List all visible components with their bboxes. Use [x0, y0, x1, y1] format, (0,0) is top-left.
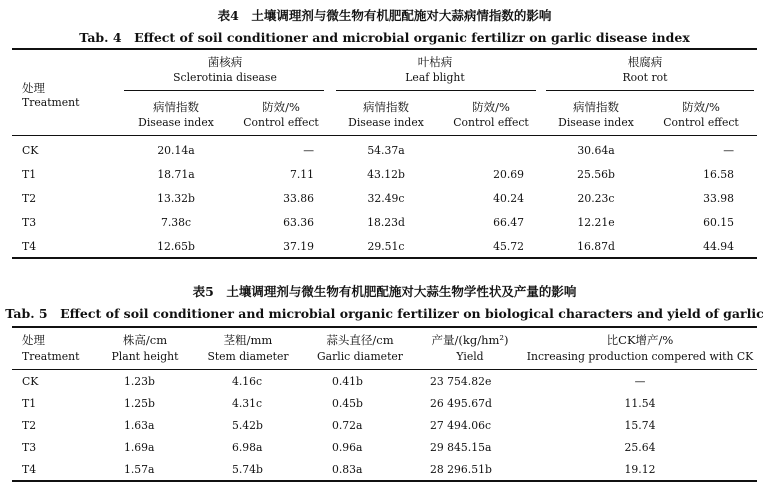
sub-header-index-en: Disease index — [138, 116, 214, 129]
table4-header-rule — [12, 135, 757, 136]
table4-row-treatment: T4 — [22, 240, 37, 253]
table4-cell: 7.11 — [289, 168, 314, 181]
table5-cell: 11.54 — [624, 397, 656, 410]
table4-cell: 63.36 — [283, 216, 314, 229]
group-header-cn: 菌核病 — [207, 55, 243, 69]
table5-header-en: Increasing production compered with CK — [526, 350, 754, 363]
table5-header-en: Plant height — [111, 350, 179, 363]
table4-row-treatment: T3 — [22, 216, 37, 229]
table5-row-treatment: T3 — [22, 441, 37, 454]
table5-header-cn: 产量/(kg/hm²) — [431, 333, 509, 347]
table4-cell: 20.23c — [577, 192, 615, 205]
table5-row-treatment: T1 — [22, 397, 37, 410]
table4-cell: 45.72 — [493, 240, 524, 253]
sub-header-index-cn: 病情指数 — [573, 100, 619, 114]
table5-cell: 28 296.51b — [430, 463, 492, 476]
sub-header-index-en: Disease index — [348, 116, 424, 129]
table4-cell: 25.56b — [577, 168, 615, 181]
table5-title-cn: 表5 土壤调理剂与微生物有机肥配施对大蒜生物学性状及产量的影响 — [192, 284, 577, 299]
table4-top-rule — [12, 48, 757, 50]
table4-row-treatment: T1 — [22, 168, 37, 181]
table5-header-cn: 蒜头直径/cm — [326, 333, 394, 347]
table4-cell: — — [303, 144, 314, 157]
group-underline — [546, 90, 754, 91]
table4-title-cn: 表4 土壤调理剂与微生物有机肥配施对大蒜病情指数的影响 — [217, 8, 552, 23]
table5-cell: 0.41b — [332, 375, 363, 388]
table4-cell: 16.58 — [703, 168, 734, 181]
table4-cell: 54.37a — [367, 144, 405, 157]
table5-header-en: Garlic diameter — [317, 350, 403, 363]
table5-header-cn: 处理 — [22, 333, 45, 347]
sub-header-effect-en: Control effect — [243, 116, 319, 129]
table5-cell: 4.31c — [232, 397, 263, 410]
table5-cell: 1.25b — [124, 397, 155, 410]
sub-header-effect-cn: 防效/% — [472, 100, 510, 114]
table4-row-treatment: T2 — [22, 192, 37, 205]
table5-cell: 0.45b — [332, 397, 363, 410]
table5-cell: 25.64 — [624, 441, 656, 454]
group-header-cn: 根腐病 — [627, 55, 663, 69]
table5-cell: 1.63a — [124, 419, 155, 432]
table5-cell: 27 494.06c — [430, 419, 491, 432]
table5-cell: 5.42b — [232, 419, 263, 432]
table5-top-rule — [12, 326, 757, 328]
table5-header-cn: 茎粗/mm — [223, 333, 273, 347]
sub-header-index-cn: 病情指数 — [153, 100, 199, 114]
sub-header-index-cn: 病情指数 — [363, 100, 409, 114]
table4-cell: 13.32b — [157, 192, 195, 205]
table5-cell: 5.74b — [232, 463, 263, 476]
table5-cell: 4.16c — [232, 375, 263, 388]
table5-bottom-rule — [12, 480, 757, 482]
table4-cell: 30.64a — [577, 144, 615, 157]
table5-cell: — — [634, 375, 646, 388]
group-underline — [336, 90, 536, 91]
table5-header-en: Treatment — [22, 350, 80, 363]
table4-cell: 20.14a — [157, 144, 195, 157]
table4-cell: 44.94 — [703, 240, 734, 253]
table5-cell: 1.69a — [124, 441, 155, 454]
table5-cell: 15.74 — [624, 419, 656, 432]
table4-cell: 12.65b — [157, 240, 195, 253]
table5-cell: 0.72a — [332, 419, 363, 432]
table4-cell: — — [723, 144, 734, 157]
table4-cell: 43.12b — [367, 168, 405, 181]
table4-cell: 33.86 — [283, 192, 314, 205]
table4-cell: 18.71a — [157, 168, 195, 181]
group-header-en: Sclerotinia disease — [173, 71, 277, 84]
table4-treatment-header-en: Treatment — [22, 96, 80, 109]
table5-cell: 0.96a — [332, 441, 363, 454]
table5-cell: 29 845.15a — [430, 441, 492, 454]
sub-header-effect-cn: 防效/% — [262, 100, 300, 114]
table5-cell: 19.12 — [624, 463, 656, 476]
table4-cell: 29.51c — [367, 240, 405, 253]
sub-header-effect-cn: 防效/% — [682, 100, 720, 114]
table4-cell: 20.69 — [493, 168, 524, 181]
table5-cell: 1.23b — [124, 375, 155, 388]
table4-cell: 16.87d — [577, 240, 615, 253]
group-underline — [124, 90, 324, 91]
sub-header-effect-en: Control effect — [663, 116, 739, 129]
table5-cell: 0.83a — [332, 463, 363, 476]
table5-header-en: Yield — [456, 350, 484, 363]
table4-cell: 32.49c — [367, 192, 405, 205]
table4-cell: 18.23d — [367, 216, 405, 229]
table4-title-en: Tab. 4 Effect of soil conditioner and microbial organic fertilizr on garlic disease index — [79, 30, 690, 45]
table4-cell: 40.24 — [493, 192, 524, 205]
table5-cell: 6.98a — [232, 441, 263, 454]
table4-bottom-rule — [12, 257, 757, 259]
table5-title-en: Tab. 5 Effect of soil conditioner and microbial organic fertilizer on biological characters and yield of garlic — [5, 306, 764, 321]
table4-cell: 60.15 — [703, 216, 734, 229]
table5-header-rule — [12, 369, 757, 370]
table4-row-treatment: CK — [22, 144, 39, 157]
table4-cell: 7.38c — [160, 216, 192, 229]
table5-cell: 23 754.82e — [430, 375, 492, 388]
table5-cell: 1.57a — [124, 463, 155, 476]
sub-header-effect-en: Control effect — [453, 116, 529, 129]
table5-row-treatment: T4 — [22, 463, 37, 476]
table5-header-cn: 比CK增产/% — [606, 333, 674, 347]
table5-row-treatment: CK — [22, 375, 39, 388]
table5-header-cn: 株高/cm — [122, 333, 168, 347]
group-header-en: Root rot — [622, 71, 668, 84]
group-header-cn: 叶枯病 — [417, 55, 453, 69]
table4-cell: 12.21e — [577, 216, 615, 229]
table5-header-en: Stem diameter — [207, 350, 289, 363]
group-header-en: Leaf blight — [405, 71, 465, 84]
table4-treatment-header-cn: 处理 — [22, 81, 45, 95]
table4-cell: 37.19 — [283, 240, 314, 253]
table4-cell: 66.47 — [493, 216, 524, 229]
table5-cell: 26 495.67d — [430, 397, 492, 410]
table4-cell: 33.98 — [703, 192, 734, 205]
table5-row-treatment: T2 — [22, 419, 37, 432]
sub-header-index-en: Disease index — [558, 116, 634, 129]
